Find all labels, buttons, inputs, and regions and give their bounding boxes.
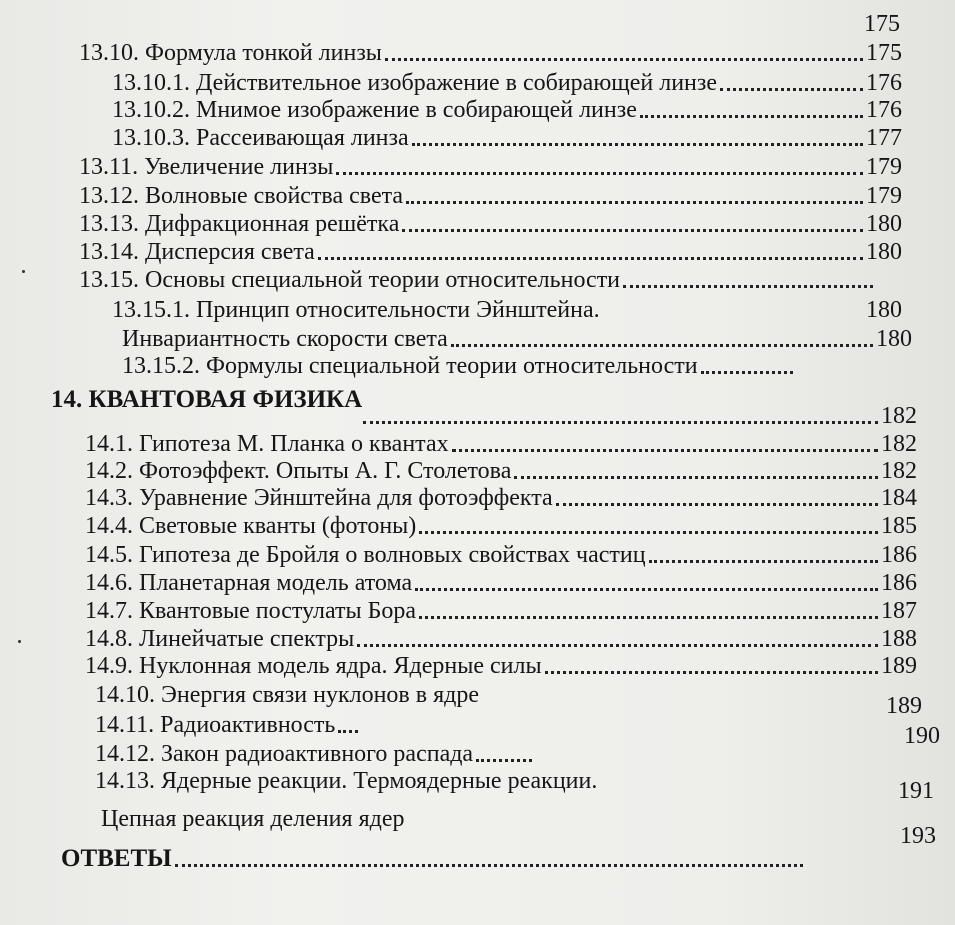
toc-entry-title: 13.10. Формула тонкой линзы — [79, 40, 382, 66]
toc-entry-page: 185 — [881, 513, 917, 539]
toc-entry[interactable] — [360, 402, 917, 430]
chapter-title: 14. КВАНТОВАЯ ФИЗИКА — [51, 386, 363, 413]
toc-entry-page: 189 — [881, 653, 917, 679]
toc-entry[interactable] — [79, 238, 902, 266]
toc-entry[interactable] — [112, 47, 902, 96]
toc-entry[interactable] — [85, 484, 917, 512]
speck — [22, 270, 25, 273]
toc-entry-title: 14.7. Квантовые постулаты Бора — [85, 598, 417, 624]
toc-entry-title: 14.2. Фотоэффект. Опыты А. Г. Столетова — [85, 458, 512, 484]
leader-dots — [415, 588, 878, 591]
toc-entry[interactable] — [85, 569, 917, 597]
speck — [18, 640, 21, 643]
toc-entry-title: Цепная реакция деления ядер — [101, 806, 405, 832]
toc-entry-title: 13.15. Основы специальной теории относительности — [79, 267, 621, 293]
leader-dots — [545, 671, 878, 674]
toc-entry-title: Инвариантность скорости света — [122, 326, 448, 352]
toc-entry-page: 184 — [881, 485, 917, 511]
toc-entry[interactable] — [85, 430, 917, 458]
leader-dots — [514, 476, 878, 479]
toc-entry-title: 13.10.1. Действительное изображение в собирающей линзе — [112, 70, 718, 96]
toc-entry[interactable] — [95, 711, 361, 739]
leader-dots — [419, 531, 878, 534]
toc-entry-page: 179 — [866, 183, 902, 209]
page-number: 189 — [886, 693, 922, 719]
toc-entry-page: 180 — [866, 297, 902, 323]
toc-entry-title: 13.12. Волновые свойства света — [79, 183, 404, 209]
toc-entry-page: 175 — [866, 40, 902, 66]
leader-dots — [640, 115, 863, 118]
toc-entry[interactable] — [85, 512, 917, 540]
toc-entry-title: 14.6. Планетарная модель атома — [85, 570, 413, 596]
toc-entry[interactable] — [122, 325, 912, 353]
leader-dots — [336, 172, 863, 175]
toc-entry[interactable] — [79, 153, 902, 181]
leader-dots — [720, 88, 863, 91]
toc-entry[interactable] — [112, 96, 902, 124]
leader-dots — [701, 371, 793, 374]
toc-entry[interactable] — [79, 266, 902, 294]
toc-entry-page: 176 — [866, 97, 902, 123]
toc-entry-title: 13.15.2. Формулы специальной теории относительности — [122, 353, 698, 379]
leader-dots — [451, 344, 873, 347]
toc-entry[interactable] — [95, 767, 795, 795]
toc-entry-title: 13.11. Увеличение линзы — [79, 154, 334, 180]
leader-dots — [649, 560, 878, 563]
page-number: 175 — [864, 11, 900, 37]
toc-entry-page: 180 — [876, 326, 912, 352]
toc-entry-title: 14.5. Гипотеза де Бройля о волновых свойствах частиц — [85, 542, 646, 568]
toc-entry-title: 14.1. Гипотеза М. Планка о квантах — [85, 431, 449, 457]
toc-entry-page: 176 — [866, 70, 902, 96]
toc-entry[interactable] — [85, 652, 917, 680]
toc-entry[interactable] — [79, 210, 902, 238]
toc-entry-page: 182 — [881, 403, 917, 429]
toc-entry-title: 14.9. Нуклонная модель ядра. Ядерные силы — [85, 653, 542, 679]
toc-entry[interactable] — [122, 352, 822, 380]
leader-dots — [318, 257, 863, 260]
toc-entry-title: 13.10.2. Мнимое изображение в собирающей линзе — [112, 97, 637, 123]
toc-entry-title: 13.15.1. Принцип относительности Эйнштейна. — [112, 297, 600, 323]
toc-entry-page: 186 — [881, 542, 917, 568]
leader-dots — [338, 730, 358, 733]
leader-dots — [476, 759, 532, 762]
page-number: 193 — [900, 823, 936, 849]
answers-heading[interactable] — [61, 845, 806, 873]
toc-entry-title: 14.13. Ядерные реакции. Термоядерные реакции. — [95, 768, 598, 794]
leader-dots — [406, 201, 863, 204]
toc-entry[interactable] — [85, 625, 917, 653]
toc-entry[interactable] — [112, 296, 902, 324]
answers-title: ОТВЕТЫ — [61, 845, 172, 872]
toc-entry-title: 13.10.3. Рассеивающая линза — [112, 125, 409, 151]
leader-dots — [357, 644, 878, 647]
toc-entry-page: 186 — [881, 570, 917, 596]
toc-entry-page: 179 — [866, 154, 902, 180]
leader-dots — [556, 503, 878, 506]
toc-entry-title: 14.12. Закон радиоактивного распада — [95, 741, 474, 767]
toc-entry-page: 180 — [866, 239, 902, 265]
toc-entry-title: 14.8. Линейчатые спектры — [85, 626, 355, 652]
leader-dots — [452, 449, 878, 452]
leader-dots — [412, 143, 863, 146]
leader-dots — [419, 616, 878, 619]
leader-dots — [623, 285, 873, 288]
toc-entry-page: 182 — [881, 458, 917, 484]
page-number: 190 — [904, 723, 940, 749]
toc-entry[interactable] — [85, 457, 917, 485]
toc-entry-page: 188 — [881, 626, 917, 652]
toc-entry-page: 180 — [866, 211, 902, 237]
leader-dots — [363, 421, 878, 424]
leader-dots — [175, 864, 803, 867]
toc-entry[interactable] — [79, 182, 902, 210]
toc-entry[interactable] — [85, 541, 917, 569]
leader-dots — [402, 229, 863, 232]
toc-entry-title: 14.3. Уравнение Эйнштейна для фотоэффекта — [85, 485, 553, 511]
toc-entry-title: 13.13. Дифракционная решётка — [79, 211, 400, 237]
toc-entry-title: 14.10. Энергия связи нуклонов в ядре — [95, 682, 479, 708]
toc-entry-page: 182 — [881, 431, 917, 457]
toc-entry[interactable] — [85, 597, 917, 625]
toc-entry-page: 191 — [898, 778, 934, 804]
toc-entry-page: 187 — [881, 598, 917, 624]
toc-entry[interactable] — [95, 681, 795, 709]
toc-entry-title: 13.14. Дисперсия света — [79, 239, 315, 265]
toc-entry-title: 14.4. Световые кванты (фотоны) — [85, 513, 417, 539]
toc-entry[interactable] — [112, 124, 902, 152]
toc-entry-title: 14.11. Радиоактивность — [95, 712, 336, 738]
toc-entry-page: 177 — [866, 125, 902, 151]
toc-entry[interactable] — [95, 740, 535, 768]
